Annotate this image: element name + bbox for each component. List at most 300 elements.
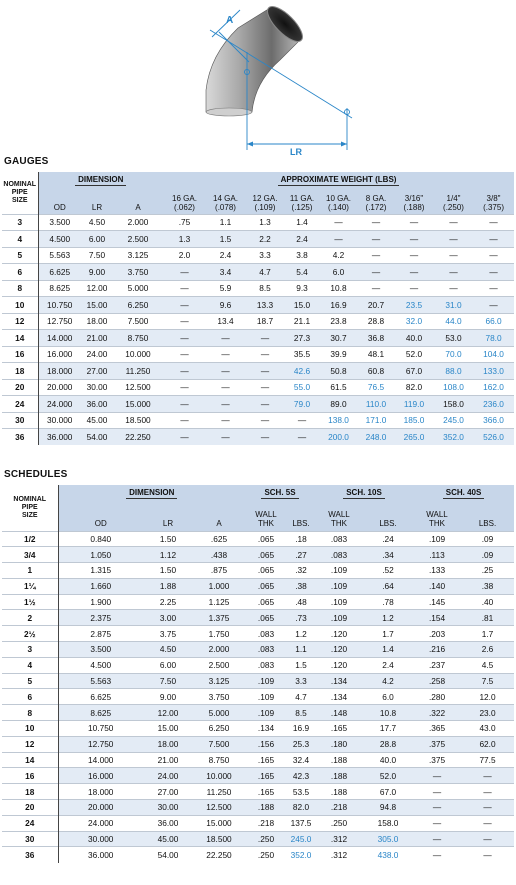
schedules-cell: 158.0 [363,815,413,831]
schedules-cell: .32 [287,563,315,579]
schedules-cell: .165 [245,752,287,768]
schedules-col-od: OD [58,501,143,531]
gauges-cell: 185.0 [394,412,434,429]
schedules-cell: .375 [413,736,461,752]
schedules-cell: — [413,847,461,863]
gauges-row-size: 8 [2,280,38,297]
schedules-cell: .18 [287,531,315,547]
gauges-body [2,214,514,445]
gauges-cell: 12.500 [113,379,163,396]
schedules-cell: — [461,831,514,847]
schedules-cell: 3.3 [287,673,315,689]
gauges-cell: 5.563 [38,247,81,264]
schedules-cell: .165 [245,784,287,800]
gauges-cell: 35.5 [285,346,319,363]
elbow-bottom-end [206,108,252,116]
schedules-cell: 21.00 [143,752,193,768]
schedules-cell: 24.000 [58,815,143,831]
gauges-cell: 110.0 [358,396,394,413]
schedules-cell: 1.12 [143,547,193,563]
gauges-cell: — [319,214,358,231]
schedules-cell: — [461,768,514,784]
schedules-cell: .188 [245,800,287,816]
gauges-cell: 245.0 [434,412,473,429]
schedules-cell: .438 [193,547,245,563]
schedules-nps-header: NOMINAL PIPE SIZE [2,485,58,531]
schedules-cell: 1.750 [193,626,245,642]
gauges-cell: 54.00 [81,429,113,446]
gauges-cell: 36.8 [358,330,394,347]
schedules-cell: 3.00 [143,610,193,626]
schedules-cell: .64 [363,578,413,594]
gauges-cell: — [206,429,245,446]
schedules-cell: 6.0 [363,689,413,705]
schedules-cell: .083 [245,657,287,673]
schedules-cell: 15.000 [193,815,245,831]
schedules-cell: .365 [413,721,461,737]
schedules-cell: 2.25 [143,594,193,610]
schedules-cell: 18.00 [143,736,193,752]
schedules-cell: .312 [315,847,363,863]
schedules-row-size: 8 [2,705,58,721]
gauges-cell: 24.00 [81,346,113,363]
gauges-row-size: 14 [2,330,38,347]
gauges-col-lr: LR [81,188,113,214]
schedules-cell: 36.00 [143,815,193,831]
gauges-cell: — [245,330,285,347]
schedules-cell: .120 [315,626,363,642]
gauges-cell: 16.9 [319,297,358,314]
schedules-cell: 36.000 [58,847,143,863]
schedules-cell: 4.50 [143,642,193,658]
schedules-cell: .78 [363,594,413,610]
schedules-cell: 6.00 [143,657,193,673]
schedules-cell: 1.4 [363,642,413,658]
gauges-cell: — [434,214,473,231]
gauges-cell: — [245,379,285,396]
gauges-cell: 22.250 [113,429,163,446]
schedules-cell: 1.660 [58,578,143,594]
schedules-cell: .065 [245,547,287,563]
schedules-row-size: 12 [2,736,58,752]
gauges-cell: 4.500 [38,231,81,248]
gauges-cell: 13.4 [206,313,245,330]
gauges-cell: 27.00 [81,363,113,380]
gauges-cell: 3.4 [206,264,245,281]
schedules-row [2,563,514,579]
schedules-cell: 67.0 [363,784,413,800]
schedules-cell: 12.00 [143,705,193,721]
schedules-cell: .73 [287,610,315,626]
label-a: A [226,15,234,26]
schedules-row-size: 5 [2,673,58,689]
gauges-cell: — [358,231,394,248]
gauges-cell: — [206,412,245,429]
schedules-row [2,642,514,658]
schedules-cell: .109 [315,594,363,610]
gauges-row [2,297,514,314]
schedules-cell: .312 [315,831,363,847]
gauges-row [2,412,514,429]
schedules-cell: 1.315 [58,563,143,579]
gauges-cell: — [473,247,514,264]
schedules-row [2,784,514,800]
schedules-cell: .148 [315,705,363,721]
gauges-cell: 3.125 [113,247,163,264]
gauges-cell: 9.00 [81,264,113,281]
schedules-cell: 1.050 [58,547,143,563]
schedules-cell: .109 [245,705,287,721]
schedules-cell: 18.500 [193,831,245,847]
schedules-cell: .625 [193,531,245,547]
schedules-cell: .065 [245,563,287,579]
gauges-cell: — [206,330,245,347]
gauges-cell: 36.000 [38,429,81,446]
gauges-cell: 66.0 [473,313,514,330]
schedules-cell: 2.6 [461,642,514,658]
schedules-row [2,815,514,831]
schedules-row-size: 14 [2,752,58,768]
schedules-col-lr: LR [143,501,193,531]
gauges-cell: 21.1 [285,313,319,330]
schedules-cell: .24 [363,531,413,547]
schedules-cell: 3.75 [143,626,193,642]
gauges-cell: — [163,280,206,297]
gauges-cell: 119.0 [394,396,434,413]
gauges-cell: 2.500 [113,231,163,248]
gauges-cell: 6.00 [81,231,113,248]
gauges-cell: 18.00 [81,313,113,330]
schedules-cell: 62.0 [461,736,514,752]
gauges-cell: — [434,231,473,248]
schedules-cell: .165 [315,721,363,737]
schedules-cell: 7.5 [461,673,514,689]
gauges-row-size: 12 [2,313,38,330]
gauges-row [2,313,514,330]
schedules-cell: .083 [315,531,363,547]
gauges-col-od: OD [38,188,81,214]
schedules-cell: 3.750 [193,689,245,705]
gauges-cell: 248.0 [358,429,394,446]
sch-10s-header: SCH. 10S [315,485,413,501]
schedules-cell: 352.0 [287,847,315,863]
schedules-cell: — [461,784,514,800]
gauges-row [2,247,514,264]
schedules-cell: .250 [245,847,287,863]
gauges-row [2,264,514,281]
gauges-row-size: 10 [2,297,38,314]
gauges-cell: 23.8 [319,313,358,330]
schedules-row-size: 2½ [2,626,58,642]
schedules-cell: — [461,815,514,831]
gauges-row-size: 3 [2,214,38,231]
schedules-cell: .52 [363,563,413,579]
gauges-cell: — [434,264,473,281]
schedules-cell: .134 [315,673,363,689]
gauges-cell: — [394,231,434,248]
schedules-cell: — [413,815,461,831]
schedules-cell: .133 [413,563,461,579]
gauges-cell: 21.00 [81,330,113,347]
gauges-row [2,231,514,248]
lr-arrow-right [341,142,347,147]
schedules-row [2,657,514,673]
gauges-cell: — [163,313,206,330]
schedules-cell: .065 [245,578,287,594]
gauges-cell: 6.250 [113,297,163,314]
gauges-col-16ga: 16 GA. (.062) [163,188,206,214]
schedules-cell: .188 [315,784,363,800]
schedules-cell: — [413,800,461,816]
schedules-cell: — [461,847,514,863]
gauges-cell: 5.000 [113,280,163,297]
schedules-cell: 4.7 [287,689,315,705]
schedules-cell: 32.4 [287,752,315,768]
schedules-row-size: 3 [2,642,58,658]
sch-5s-header: SCH. 5S [245,485,315,501]
gauges-cell: 18.500 [113,412,163,429]
gauges-cell: 526.0 [473,429,514,446]
schedules-cell: 305.0 [363,831,413,847]
gauges-cell: 61.5 [319,379,358,396]
schedules-cell: 40.0 [363,752,413,768]
gauges-cell: 67.0 [394,363,434,380]
gauges-row-size: 5 [2,247,38,264]
schedules-cell: .38 [461,578,514,594]
gauges-cell: 162.0 [473,379,514,396]
gauges-cell: 55.0 [285,379,319,396]
schedules-cell: .134 [315,689,363,705]
schedules-title: SCHEDULES [4,469,68,480]
gauges-cell: — [163,264,206,281]
schedules-cell: .188 [315,768,363,784]
schedules-cell: 2.500 [193,657,245,673]
schedules-cell: — [413,768,461,784]
schedules-cell: .065 [245,594,287,610]
schedules-cell: 82.0 [287,800,315,816]
schedules-cell: 77.5 [461,752,514,768]
gauges-nps-header: NOMINAL PIPE SIZE [2,172,38,214]
gauges-cell: 5.4 [285,264,319,281]
schedules-cell: 8.750 [193,752,245,768]
schedules-cell: .188 [315,752,363,768]
schedules-cell: 24.00 [143,768,193,784]
schedules-cell: .237 [413,657,461,673]
schedules-cell: .216 [413,642,461,658]
schedules-cell: 94.8 [363,800,413,816]
schedules-cell: 1.000 [193,578,245,594]
schedules-cell: 18.000 [58,784,143,800]
schedules-cell: 12.750 [58,736,143,752]
schedules-cell: 7.50 [143,673,193,689]
gauges-row [2,363,514,380]
schedules-cell: .322 [413,705,461,721]
schedules-cell: .218 [315,800,363,816]
schedules-row [2,768,514,784]
gauges-row-size: 6 [2,264,38,281]
schedules-cell: 3.500 [58,642,143,658]
schedules-cell: 27.00 [143,784,193,800]
schedules-cell: .140 [413,578,461,594]
gauges-cell: — [434,280,473,297]
schedules-cell: .218 [245,815,287,831]
gauges-cell: 6.625 [38,264,81,281]
schedules-cell: 1.2 [287,626,315,642]
schedules-dimension-header: DIMENSION [58,485,245,501]
gauges-cell: 1.3 [163,231,206,248]
gauges-cell: — [245,396,285,413]
gauges-cell: 1.3 [245,214,285,231]
schedules-cell: .120 [315,657,363,673]
gauges-cell: 9.3 [285,280,319,297]
schedules-cell: 2.000 [193,642,245,658]
gauges-cell: 7.500 [113,313,163,330]
schedules-cell: 4.5 [461,657,514,673]
schedules-cell: .065 [245,531,287,547]
schedules-cell: 12.0 [461,689,514,705]
gauges-col-12ga: 12 GA. (.109) [245,188,285,214]
schedules-cell: 8.5 [287,705,315,721]
schedules-cell: 7.500 [193,736,245,752]
schedules-row-size: 36 [2,847,58,863]
gauges-cell: — [163,379,206,396]
gauges-row-size: 18 [2,363,38,380]
schedules-row-size: 24 [2,815,58,831]
schedules-cell: .083 [315,547,363,563]
schedules-cell: 1.50 [143,563,193,579]
gauges-cell: 104.0 [473,346,514,363]
gauges-cell: — [206,363,245,380]
schedules-cell: 6.625 [58,689,143,705]
schedules-cell: .40 [461,594,514,610]
elbow-diagram [0,0,516,160]
gauges-row [2,429,514,446]
gauges-cell: 1.5 [206,231,245,248]
label-lr: LR [290,147,302,157]
gauges-cell: 13.3 [245,297,285,314]
schedules-cell: 1.2 [363,610,413,626]
gauges-cell: — [358,264,394,281]
gauges-cell: 40.0 [394,330,434,347]
schedules-row-size: 10 [2,721,58,737]
schedules-cell: 1.88 [143,578,193,594]
gauges-col-a: A [113,188,163,214]
schedules-row-size: 4 [2,657,58,673]
schedules-cell: — [461,800,514,816]
schedules-cell: 1.1 [287,642,315,658]
gauges-cell: — [434,247,473,264]
gauges-row [2,346,514,363]
schedules-cell: 12.500 [193,800,245,816]
gauges-row-size: 24 [2,396,38,413]
gauges-cell: 7.50 [81,247,113,264]
gauges-weight-header: APPROXIMATE WEIGHT (LBS) [163,172,514,188]
sch-5s-col-wall: WALL THK [245,501,287,531]
sch-40s-header: SCH. 40S [413,485,514,501]
schedules-cell: 10.750 [58,721,143,737]
schedules-cell: 2.875 [58,626,143,642]
schedules-cell: .875 [193,563,245,579]
gauges-cell: 9.6 [206,297,245,314]
schedules-cell: .109 [315,610,363,626]
schedules-cell: .065 [245,610,287,626]
gauges-cell: 18.7 [245,313,285,330]
schedules-cell: — [413,831,461,847]
gauges-cell: 70.0 [434,346,473,363]
gauges-cell: — [358,247,394,264]
schedules-row-size: 30 [2,831,58,847]
schedules-cell: .145 [413,594,461,610]
sch-40s-col-lbs: LBS. [461,501,514,531]
gauges-cell: 76.5 [358,379,394,396]
gauges-cell: — [285,429,319,446]
schedules-cell: 10.000 [193,768,245,784]
gauges-cell: — [358,280,394,297]
schedules-cell: 20.000 [58,800,143,816]
gauges-row [2,330,514,347]
schedules-row-size: 16 [2,768,58,784]
schedules-cell: .25 [461,563,514,579]
schedules-cell: 137.5 [287,815,315,831]
gauges-row [2,214,514,231]
schedules-cell: .48 [287,594,315,610]
schedules-cell: 11.250 [193,784,245,800]
gauges-cell: 39.9 [319,346,358,363]
schedules-cell: 16.000 [58,768,143,784]
schedules-row [2,578,514,594]
gauges-cell: — [163,330,206,347]
gauges-cell: 52.0 [394,346,434,363]
sch-10s-col-lbs: LBS. [363,501,413,531]
schedules-cell: .156 [245,736,287,752]
schedules-cell: .09 [461,531,514,547]
schedules-row [2,831,514,847]
schedules-cell: .083 [245,626,287,642]
gauges-cell: — [163,346,206,363]
schedules-row-size: 6 [2,689,58,705]
schedules-cell: .109 [315,578,363,594]
gauges-cell: 45.00 [81,412,113,429]
schedules-cell: 17.7 [363,721,413,737]
schedules-row-size: 1/2 [2,531,58,547]
gauges-cell: 23.5 [394,297,434,314]
schedules-cell: 10.8 [363,705,413,721]
gauges-cell: 18.000 [38,363,81,380]
gauges-cell: 15.0 [285,297,319,314]
schedules-cell: .109 [315,563,363,579]
schedules-cell: 1.125 [193,594,245,610]
schedules-cell: 30.000 [58,831,143,847]
schedules-row [2,547,514,563]
gauges-cell: 8.5 [245,280,285,297]
schedules-row [2,721,514,737]
gauges-cell: 79.0 [285,396,319,413]
gauges-col-14ga: 14 GA. (.078) [206,188,245,214]
schedules-cell: 25.3 [287,736,315,752]
gauges-cell: 138.0 [319,412,358,429]
schedules-row [2,531,514,547]
schedules-cell: .34 [363,547,413,563]
gauges-cell: 12.00 [81,280,113,297]
gauges-cell: 3.500 [38,214,81,231]
schedules-cell: 3.125 [193,673,245,689]
schedules-cell: .38 [287,578,315,594]
schedules-row-size: 20 [2,800,58,816]
schedules-cell: 8.625 [58,705,143,721]
gauges-cell: 108.0 [434,379,473,396]
schedules-row [2,610,514,626]
schedules-cell: 1.375 [193,610,245,626]
